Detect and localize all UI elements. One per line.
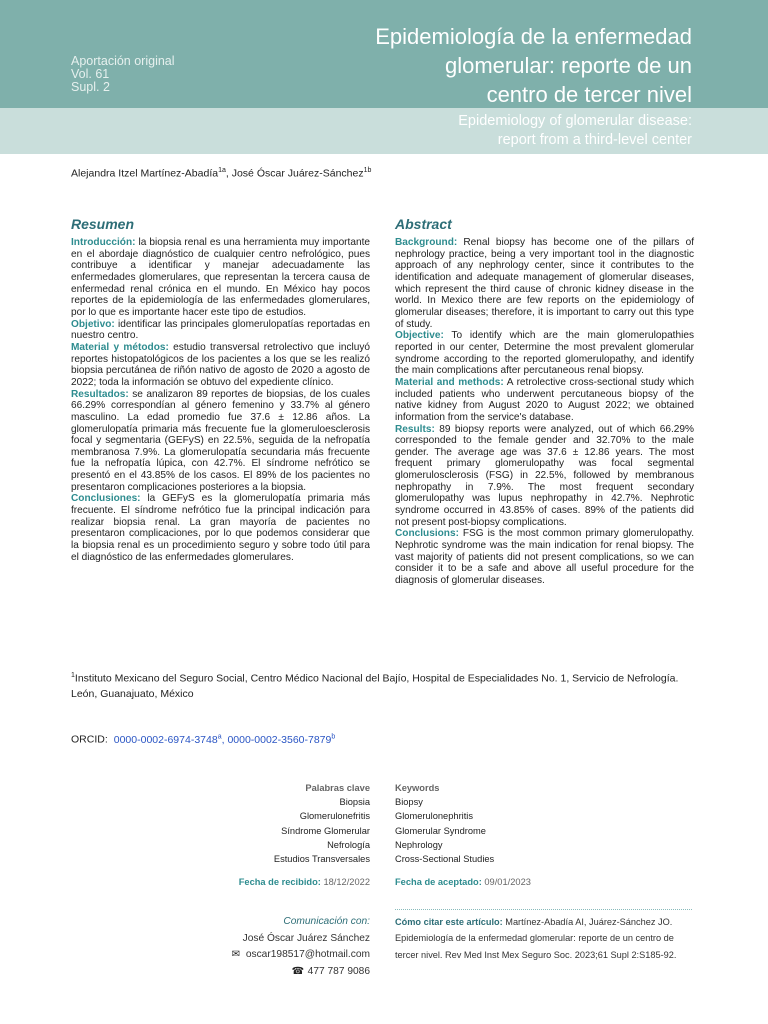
affiliation: $^1$Instituto Mexicano del Seguro Social, Centro Médico Nacional del Bajío, Hospital de Especialidades No. 1, Servicio de Nefrología. León, Guanajuato, México — [71, 672, 679, 700]
correspondence-email-row — [190, 947, 370, 964]
resumen-objective: Objetivo: identificar las principales glomerulopatías reportadas en nuestro centro. — [71, 318, 370, 342]
citation — [395, 914, 695, 963]
phone-icon: ☎ — [291, 965, 305, 977]
resumen-heading: Resumen — [71, 216, 135, 232]
resumen-column — [71, 216, 370, 563]
correspondence-phone: 477 787 9086 — [307, 965, 370, 977]
keyword-item: Glomerular Syndrome — [395, 825, 486, 836]
citation-label: Cómo citar este artículo: — [395, 917, 503, 927]
resumen-results: Resultados: se analizaron 89 reportes de biopsias, de los cuales 66.29% correspondían al género femenino y 33.7% al género masculino. La edad promedio fue 37.6 ± 12.86 años. La glomerulopatía primaria más frecuente fue la glomeruloesclerosis focal y segmentaria (GEFyS) en 22.5%, seguida de la nefropatía membranosa 7.9%. La glomerulopatía secundaria más frecuente fue la nefropatía lúpica, con 42.7%. El síndrome nefrótico se presentó en el 43.85% de los casos. El 89% de los pacientes no presentaron complicaciones posteriores a la biopsia. — [71, 388, 370, 493]
received-date: Fecha de recibido: 18/12/2022 — [238, 877, 370, 887]
orcid-link-1[interactable]: 0000-0002-6974-3748 — [113, 733, 218, 746]
correspondence-name: José Óscar Juárez Sánchez — [242, 932, 370, 944]
orcid-link-2[interactable]: 0000-0002-3560-7879 — [227, 733, 332, 746]
abstract-background: Background: Renal biopsy has become one of the pillars of nephrology practice, being a very important tool in the diagnostic approach of any nephrology center, since it contributes to the identification and adequate management of glomerular diseases, which represent the third cause of chronic kidney disease in the world. In Mexico there are few reports on the epidemiology of glomerular diseases; therefore, it is important to carry out this type of study. — [395, 237, 694, 330]
resumen-intro: Introducción: la biopsia renal es una herramienta muy importante en el abordaje diagnóstico de cualquier centro nefrológico, pues contribuye a identificar y manejar adecuadamente las enfermedades glomerulares, que representan la tercera causa de enfermedad renal crónica en el mundo. En México hay pocos reportes de la epidemiología de las enfermedades glomerulares, por lo que es importante hacer este tipo de estudios. — [71, 237, 370, 318]
author-2: José Óscar Juárez-Sánchez — [231, 167, 364, 180]
abstract-column — [395, 216, 694, 587]
keywords-english — [395, 781, 595, 866]
author-list: Alejandra Itzel Martínez-Abadía$^{1a}$, José Óscar Juárez-Sánchez$^{1b}$ — [71, 167, 372, 180]
citation-divider — [395, 909, 692, 910]
orcid-label: ORCID: — [71, 733, 108, 746]
article-title-english: Epidemiology of glomerular disease: report from a third-level center — [458, 113, 692, 148]
article-type: Aportación original — [71, 54, 175, 68]
article-volume: Vol. 61 — [71, 67, 110, 81]
article-meta — [71, 55, 175, 94]
abstract-conclusions: Conclusions: FSG is the most common primary glomerulopathy. Nephrotic syndrome was the main indication for renal biopsy. The vast majority of patients did not present complications, so we can consider it to be a safe and above all useful procedure for the diagnosis of glomerular diseases. — [395, 528, 694, 587]
keyword-item: Cross-Sectional Studies — [395, 854, 495, 865]
envelope-icon: ✉ — [231, 949, 241, 960]
resumen-conclusions: Conclusiones: la GEFyS es la glomerulopatía primaria más frecuente. El síndrome nefrótico fue la principal indicación para realizar biopsia renal. La gran mayoría de pacientes no presentaron complicaciones, por lo que podemos considerar que la biopsia renal es un procedimiento seguro y sobre todo útil para el diagnóstico de las enfermedades glomerulares. — [71, 493, 370, 563]
abstract-methods: Material and methods: A retrolective cross-sectional study which included patients who underwent percutaneous biopsy of the native kidney from August 2020 to August 2022; we obtained information from the service's database. — [395, 376, 694, 423]
article-supplement: Supl. 2 — [71, 80, 110, 94]
accepted-date: Fecha de aceptado: 09/01/2023 — [395, 877, 531, 887]
author-1: Alejandra Itzel Martínez-Abadía — [71, 167, 219, 180]
orcid-line: ORCID: 0000-0002-6974-3748$^a$, 0000-0002-3560-7879$^b$ — [71, 733, 336, 746]
keywords-spanish-heading: Palabras clave — [305, 783, 370, 793]
keyword-item: Biopsia — [339, 797, 370, 808]
keyword-item: Estudios Transversales — [273, 854, 370, 865]
abstract-heading: Abstract — [395, 216, 452, 232]
keywords-english-heading: Keywords — [395, 783, 440, 793]
correspondence-label: Comunicación con: — [283, 916, 370, 927]
keywords-spanish — [200, 781, 370, 866]
resumen-methods: Material y métodos: estudio transversal retrolectivo que incluyó reportes histopatológicos de los pacientes a los que se les realizó biopsia percutánea de riñón nativo de agosto de 2020 a agosto de 2022; toda la información se obtuvo del expediente clínico. — [71, 341, 371, 388]
citation-text: Martínez-Abadía AI, Juárez-Sánchez JO. Epidemiología de la enfermedad glomerular: reporte de un centro de tercer nivel. Rev Med Inst Mex Seguro Soc. 2023;61 Supl 2:S185-92. — [395, 917, 677, 960]
keyword-item: Biopsy — [395, 797, 423, 808]
correspondence-email[interactable]: oscar198517@hotmail.com — [245, 949, 370, 960]
correspondence-phone-row — [190, 964, 370, 981]
abstract-results: Results: 89 biopsy reports were analyzed, out of which 66.29% corresponded to the female gender and 32.70% to the male gender. The average age was 37.6 ± 12.86 years. The most frequent primary glomerulopathy was focal segmental glomerulosclerosis (FSG) in 22.5%, followed by membranous nephropathy in 7.9%. The most frequent secondary glomerulopathy was lupus nephropathy in 42.7%. Nephrotic syndrome occurred in 43.85% of cases. 89% of the patients did not present post-biopsy complications. — [395, 423, 694, 528]
correspondence — [190, 914, 370, 980]
keyword-item: Nefrología — [327, 839, 370, 850]
abstract-objective: Objective: To identify which are the main glomerulopathies reported in our center, Determine the most prevalent glomerular syndrome according to the reported glomerulopathy, and identify the main complications after percutaneous renal biopsy. — [395, 330, 694, 377]
article-title: Epidemiología de la enfermedad glomerular: reporte de un centro de tercer nivel — [375, 24, 692, 107]
keyword-item: Glomerulonefritis — [299, 811, 370, 822]
keyword-item: Glomerulonephritis — [395, 811, 474, 822]
keyword-item: Síndrome Glomerular — [281, 825, 370, 836]
keyword-item: Nephrology — [395, 839, 443, 850]
